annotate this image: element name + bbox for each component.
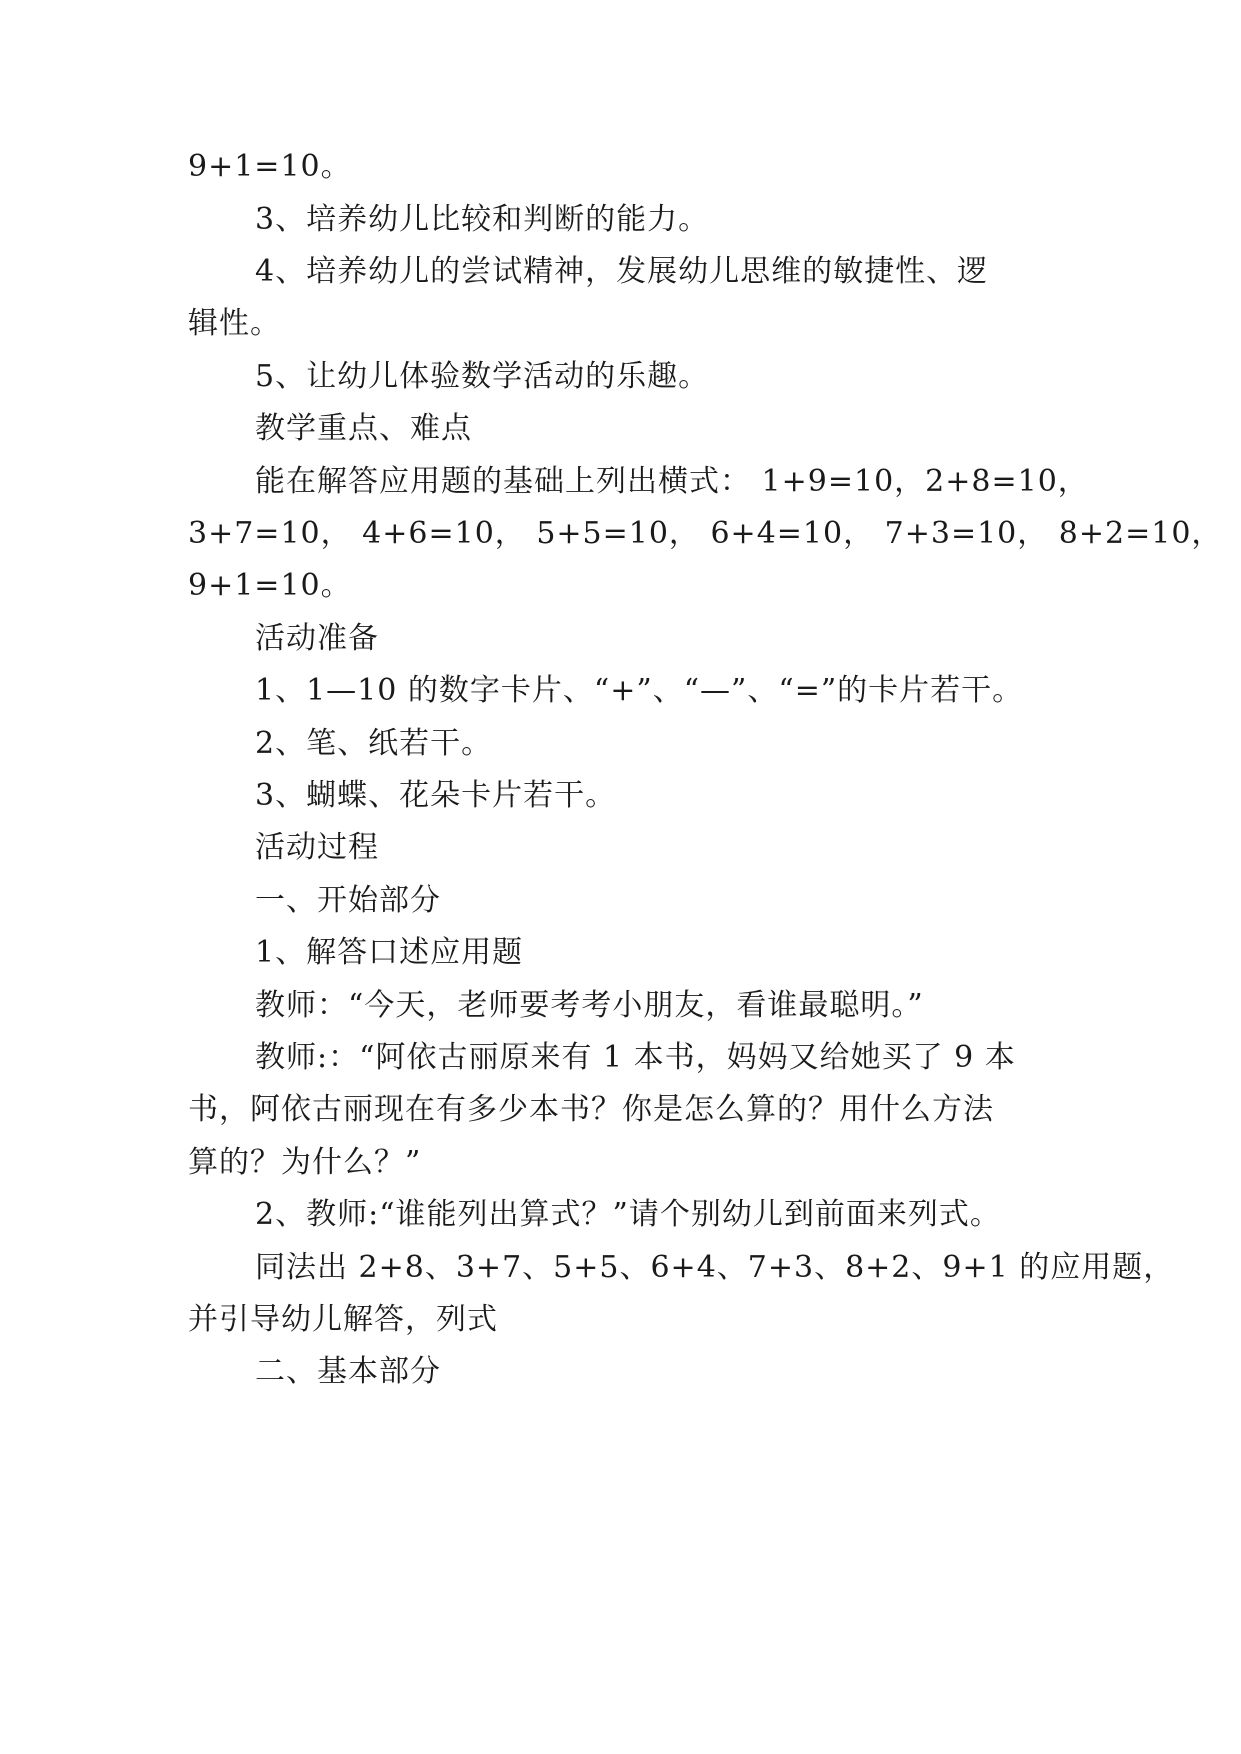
text-line: 3、蝴蝶、花朵卡片若干。 — [255, 778, 617, 813]
text-line: 算的？为什么？” — [188, 1145, 422, 1180]
text-line: 能在解答应用题的基础上列出横式： 1+9=10，2+8=10， — [255, 464, 1089, 499]
text-line: 2、教师:“谁能列出算式？”请个别幼儿到前面来列式。 — [255, 1197, 1001, 1232]
text-line: 3+7=10， 4+6=10， 5+5=10， 6+4=10， 7+3=10， 8+2=10， — [188, 516, 1223, 551]
text-line: 书，阿依古丽现在有多少本书？你是怎么算的？用什么方法 — [188, 1092, 994, 1127]
text-line: 1、解答口述应用题 — [255, 935, 524, 970]
text-line: 9+1=10。 — [188, 568, 352, 603]
text-line: 3、培养幼儿比较和判断的能力。 — [255, 202, 710, 237]
text-line: 9+1=10。 — [188, 149, 352, 184]
section-heading: 活动准备 — [255, 621, 379, 656]
text-line: 2、笔、纸若干。 — [255, 726, 493, 761]
text-line: 教师：“今天，老师要考考小朋友，看谁最聪明。” — [255, 988, 924, 1023]
section-heading: 二、基本部分 — [255, 1354, 441, 1389]
section-heading: 教学重点、难点 — [255, 411, 472, 446]
text-line: 5、让幼儿体验数学活动的乐趣。 — [255, 359, 710, 394]
section-heading: 活动过程 — [255, 830, 379, 865]
text-line: 教师:：“阿依古丽原来有 1 本书，妈妈又给她买了 9 本 — [255, 1040, 1016, 1075]
text-line: 同法出 2+8、3+7、5+5、6+4、7+3、8+2、9+1 的应用题， — [255, 1250, 1175, 1285]
section-heading: 一、开始部分 — [255, 883, 441, 918]
text-line: 并引导幼儿解答，列式 — [188, 1302, 498, 1337]
text-line: 1、1—10 的数字卡片、“+”、“—”、“=”的卡片若干。 — [255, 673, 1024, 708]
text-line: 4、培养幼儿的尝试精神，发展幼儿思维的敏捷性、逻 — [255, 254, 989, 289]
text-line: 辑性。 — [188, 306, 281, 341]
